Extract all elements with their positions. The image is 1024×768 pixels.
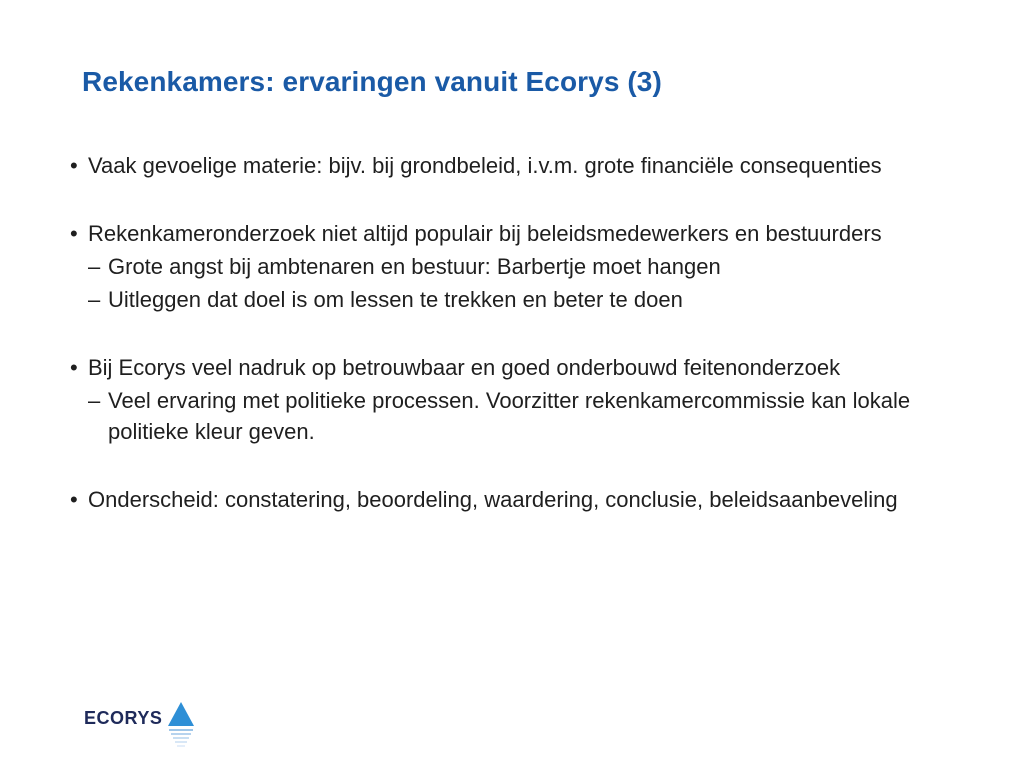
bullet-text: Bij Ecorys veel nadruk op betrouwbaar en goed onderbouwd feitenonderzoek	[88, 355, 841, 380]
sub-bullet-marker: –	[88, 254, 101, 279]
sub-bullet-text: Veel ervaring met politieke processen. Voorzitter rekenkamercommissie kan lokale politieke kleur geven.	[108, 388, 911, 444]
bullet-text: Onderscheid: constatering, beoordeling, waardering, conclusie, beleidsaanbeveling	[88, 487, 898, 512]
slide-title: Rekenkamers: ervaringen vanuit Ecorys (3)	[82, 66, 662, 97]
sub-bullet-item	[88, 251, 968, 282]
bullet-item	[68, 218, 968, 315]
sub-bullet-item	[88, 385, 968, 447]
bullet-text: Rekenkameronderzoek niet altijd populair bij beleidsmedewerkers en bestuurders	[88, 221, 882, 246]
bullet-list	[68, 150, 968, 515]
bullet-item	[68, 484, 968, 515]
bullet-marker: •	[70, 355, 78, 380]
sub-bullet-list	[88, 251, 968, 315]
bullet-text: Vaak gevoelige materie: bijv. bij grondbeleid, i.v.m. grote financiële consequenties	[88, 153, 882, 178]
bullet-marker: •	[70, 153, 78, 178]
bullet-marker: •	[70, 221, 78, 246]
logo-text: ECORYS	[84, 708, 163, 728]
sub-bullet-text: Uitleggen dat doel is om lessen te trekken en beter te doen	[108, 287, 683, 312]
sub-bullet-text: Grote angst bij ambtenaren en bestuur: Barbertje moet hangen	[108, 254, 721, 279]
bullet-marker: •	[70, 487, 78, 512]
ecorys-logo	[84, 700, 196, 748]
sub-bullet-list	[88, 385, 968, 447]
bullet-item	[68, 150, 968, 181]
bullet-item	[68, 352, 968, 447]
sub-bullet-marker: –	[88, 287, 101, 312]
sub-bullet-marker: –	[88, 388, 101, 413]
ecorys-triangle-icon	[166, 700, 196, 748]
sub-bullet-item	[88, 284, 968, 315]
